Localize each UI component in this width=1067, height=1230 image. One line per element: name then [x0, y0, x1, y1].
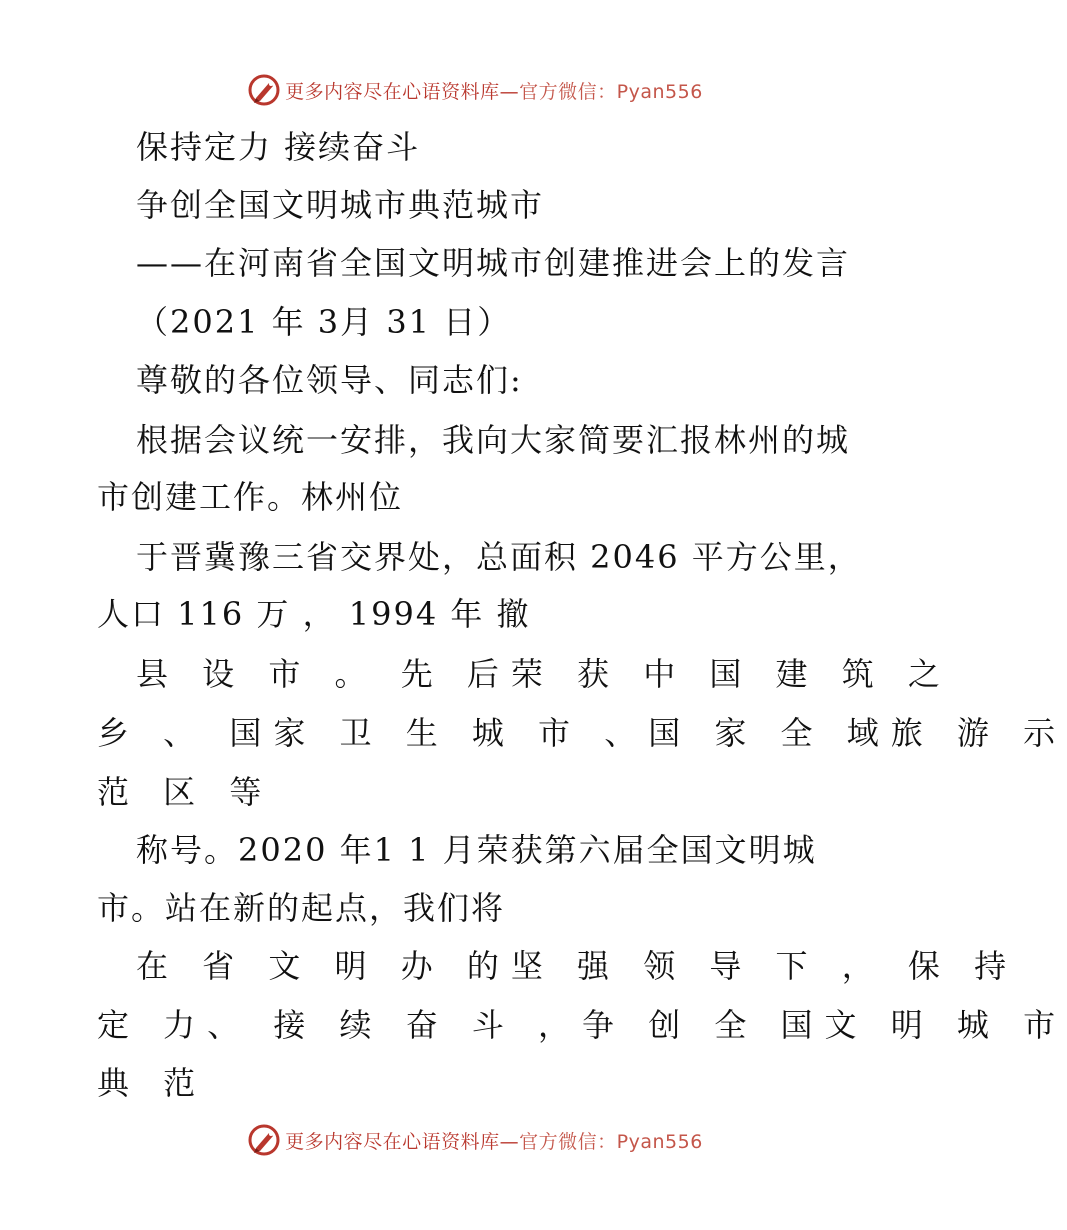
- subtitle: ——在河南省全国文明城市创建推进会上的发言: [136, 244, 851, 282]
- banner-main-text: 更多内容尽在心语资料库: [285, 1130, 500, 1153]
- banner-wechat-text: 官方微信：Pyan556: [519, 80, 703, 103]
- banner-wechat-text: 官方微信：Pyan556: [519, 1130, 703, 1153]
- body-line: 乡 、 国家 卫 生 城 市 、国 家 全 域旅 游 示: [97, 714, 1067, 752]
- pen-logo-icon: [247, 1123, 281, 1157]
- body-line: 称号。2020 年1 1 月荣获第六届全国文明城: [136, 831, 817, 869]
- body-line: 根据会议统一安排，我向大家简要汇报林州的城: [136, 421, 851, 459]
- body-line: 人口 116 万 ， 1994 年 撤: [97, 595, 531, 633]
- banner-separator: —: [499, 80, 520, 103]
- footer-banner: [0, 1120, 950, 1160]
- greeting: 尊敬的各位领导、同志们:: [136, 361, 523, 399]
- body-line: 范 区 等: [97, 773, 274, 811]
- banner-label: [285, 1127, 703, 1154]
- body-line: 在 省 文 明 办 的坚 强 领 导 下 ， 保 持: [136, 947, 1019, 985]
- body-line: 县 设 市 。 先 后荣 获 中 国 建 筑 之: [136, 655, 952, 693]
- body-line: 典 范: [97, 1064, 208, 1102]
- body-line: 市创建工作。林州位: [97, 478, 404, 516]
- pen-logo-icon: [247, 73, 281, 107]
- banner-label: [285, 77, 703, 104]
- title-line-2: 争创全国文明城市典范城市: [136, 186, 545, 224]
- date-line: （2021 年 3月 31 日）: [136, 303, 512, 341]
- body-line: 于晋冀豫三省交界处，总面积 2046 平方公里，: [136, 538, 862, 576]
- banner-separator: —: [499, 1130, 520, 1153]
- header-banner: [0, 70, 950, 110]
- banner-main-text: 更多内容尽在心语资料库: [285, 80, 500, 103]
- body-line: 定 力、 接 续 奋 斗 ，争 创 全 国文 明 城 市: [97, 1006, 1067, 1044]
- title-line-1: 保持定力 接续奋斗: [136, 128, 421, 166]
- body-line: 市。站在新的起点，我们将: [97, 889, 506, 927]
